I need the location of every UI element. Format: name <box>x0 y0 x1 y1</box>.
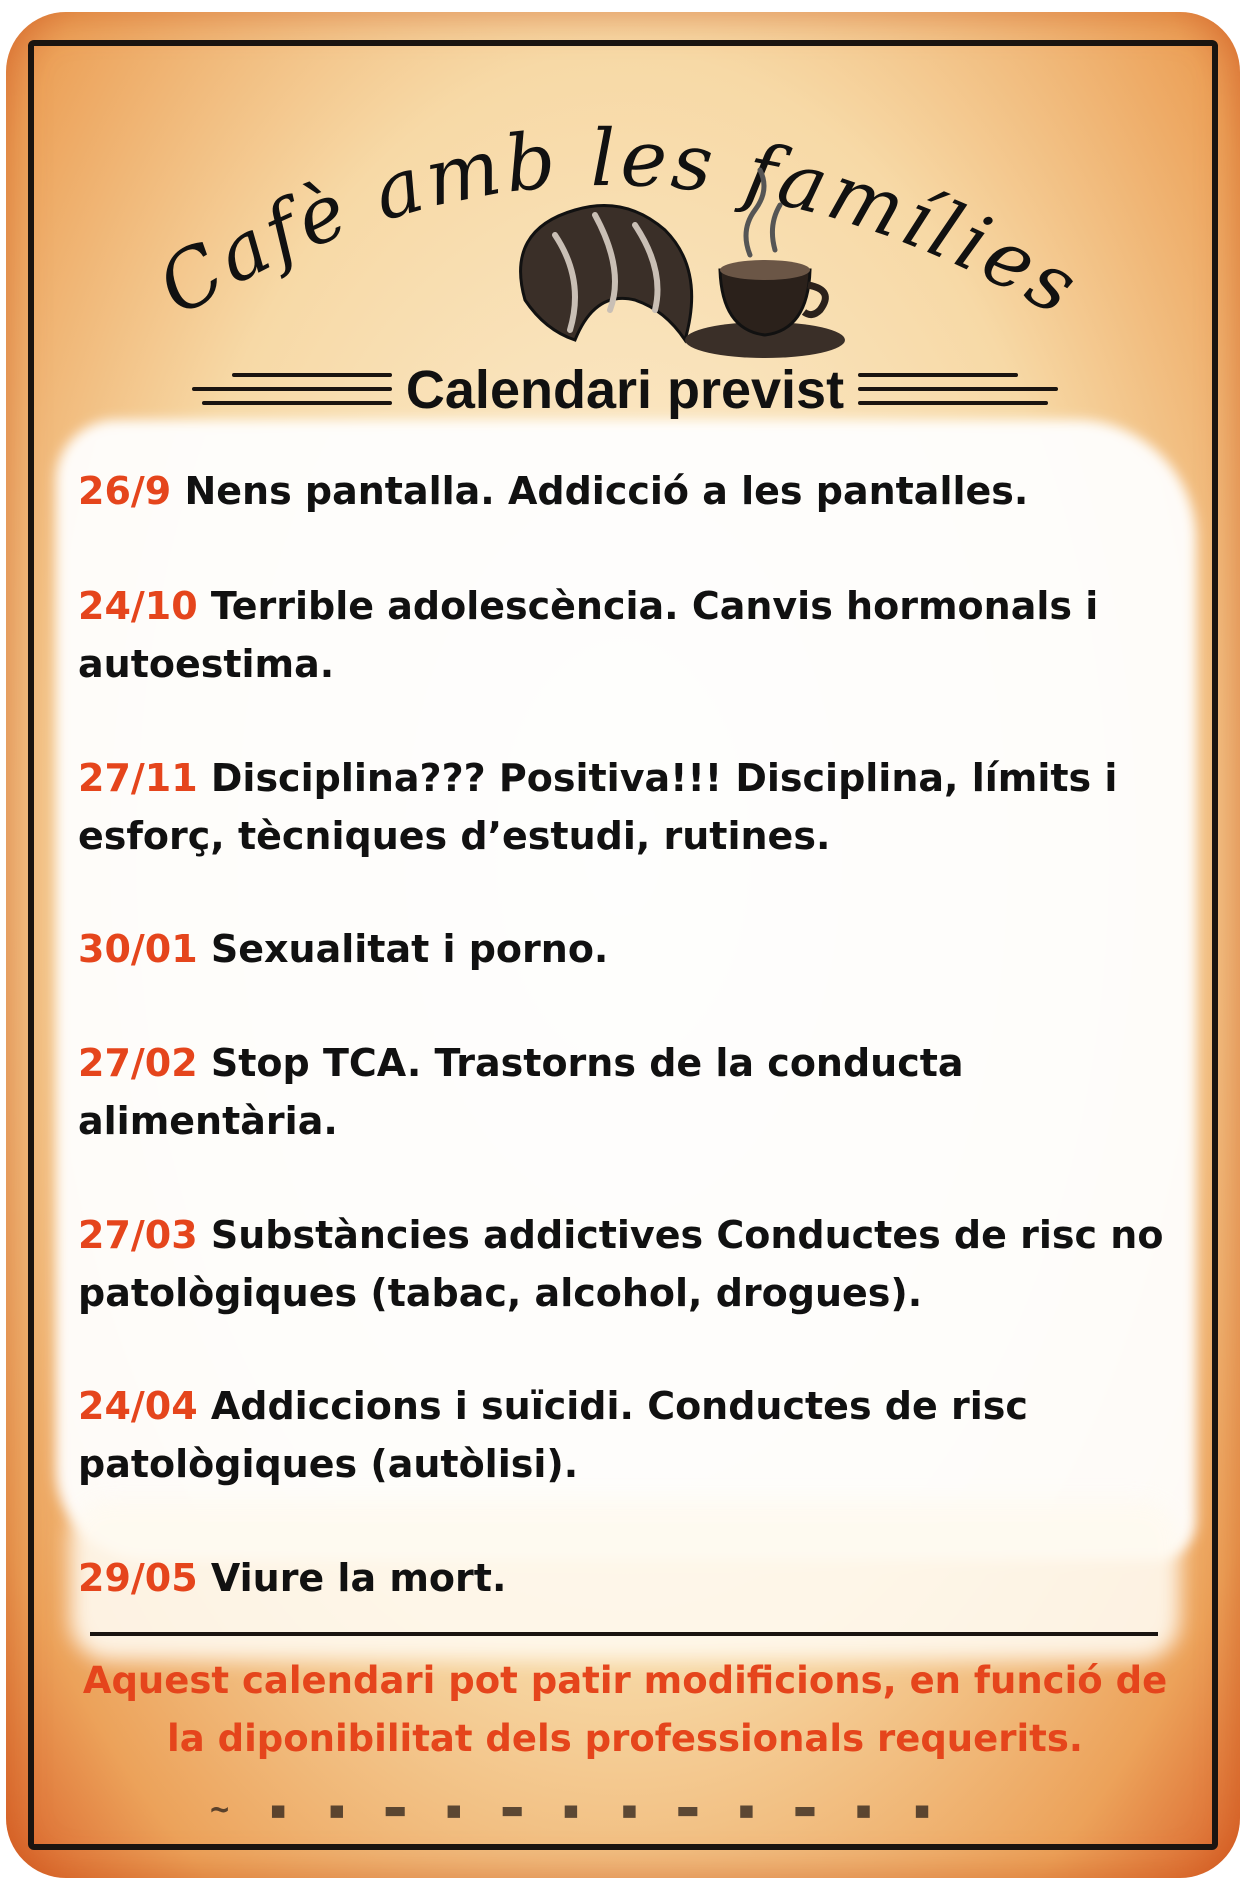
calendar-entry <box>78 577 1188 693</box>
title-banner <box>120 80 1120 400</box>
calendar-entry <box>78 749 1188 865</box>
calendar-entry <box>78 1377 1188 1493</box>
calendar-entry <box>78 920 608 978</box>
entry-text: Terrible adolescència. Canvis hormonals i autoestima. <box>78 584 1099 686</box>
page-heading: Calendari previst <box>405 360 845 420</box>
calendar-entry <box>78 462 1028 520</box>
entry-date: 24/10 <box>78 584 198 628</box>
heading-rule-right <box>858 367 1058 413</box>
entry-date: 27/03 <box>78 1213 198 1257</box>
entry-text: Substàncies addictives Conductes de risc no patològiques (tabac, alcohol, drogues). <box>78 1213 1164 1315</box>
entry-date: 27/02 <box>78 1041 198 1085</box>
date-stamp-decoration: ~ ▪ ▪ ▬ ▪ ▬ ▪ ▪ ▬ ▪ ▬ ▪ ▪ <box>210 1790 942 1828</box>
entry-text: Addiccions i suïcidi. Conductes de risc patològiques (autòlisi). <box>78 1384 1028 1486</box>
entry-date: 29/05 <box>78 1556 198 1600</box>
heading-row <box>150 355 1100 425</box>
entry-date: 27/11 <box>78 756 198 800</box>
entry-text: Sexualitat i porno. <box>210 927 609 971</box>
title-text: Cafè amb les famílies <box>143 113 1095 335</box>
croissant-icon <box>521 206 692 341</box>
entry-text: Stop TCA. Trastorns de la conducta alimentària. <box>78 1041 964 1143</box>
disclaimer-notice: Aquest calendari pot patir modificions, en funció de la diponibilitat dels professionals requerits. <box>82 1659 1168 1760</box>
entry-text: Nens pantalla. Addicció a les pantalles. <box>184 469 1029 513</box>
heading-rule-left <box>192 367 392 413</box>
entry-date: 30/01 <box>78 927 198 971</box>
divider <box>90 1632 1158 1636</box>
entry-date: 26/9 <box>78 469 172 513</box>
entry-text: Viure la mort. <box>210 1556 507 1600</box>
entry-text: Disciplina??? Positiva!!! Disciplina, límits i esforç, tècniques d’estudi, rutines. <box>78 756 1118 858</box>
calendar-entry <box>78 1206 1188 1322</box>
calendar-entry <box>78 1034 1188 1150</box>
entry-date: 24/04 <box>78 1384 198 1428</box>
calendar-entry <box>78 1549 506 1607</box>
